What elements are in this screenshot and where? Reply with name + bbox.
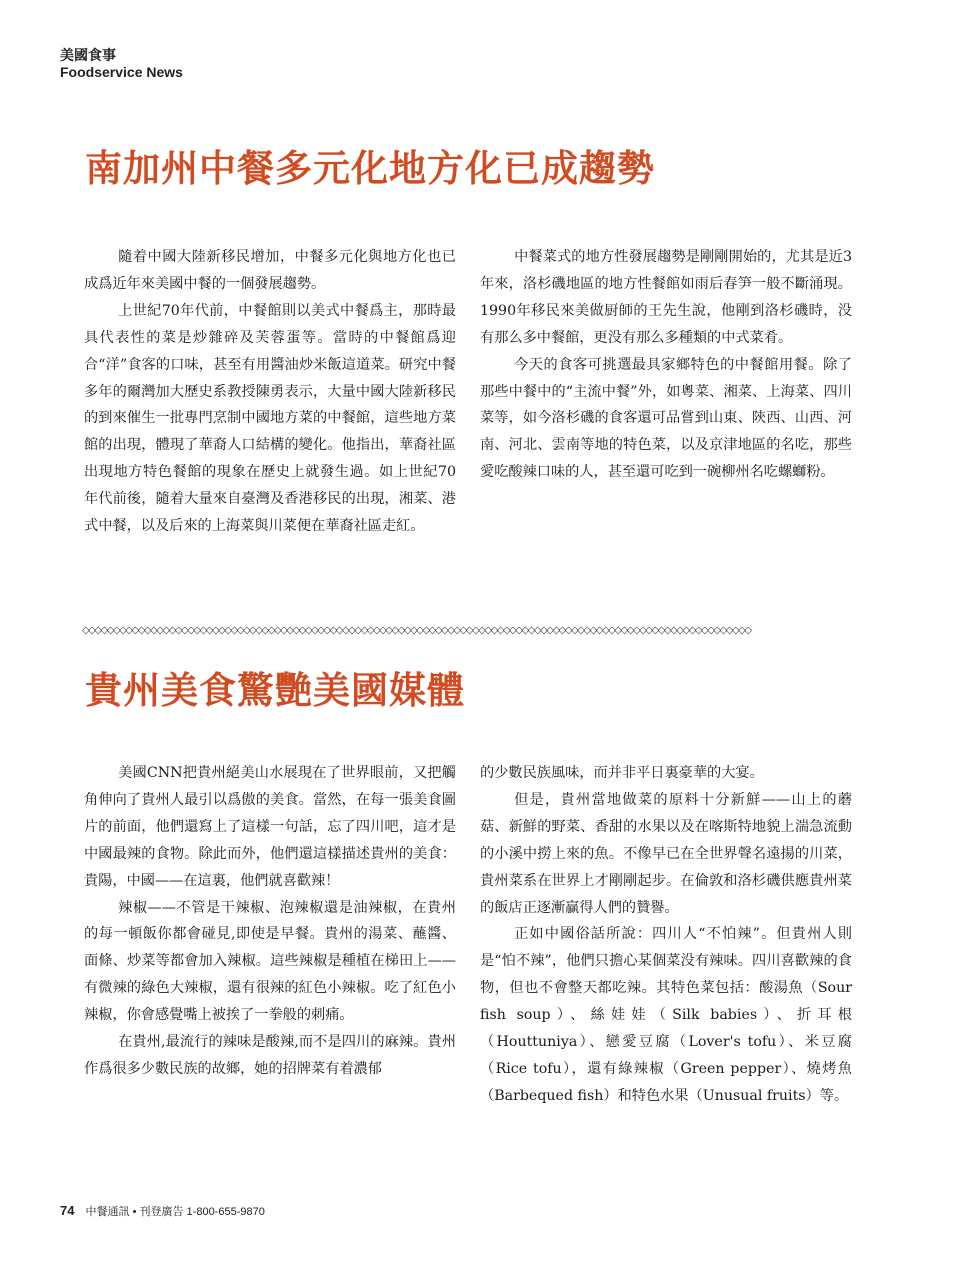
paragraph: 上世紀70年代前，中餐館則以美式中餐爲主，那時最具代表性的菜是炒雜碎及芙蓉蛋等。當時的中餐館爲迎合“洋”食客的口味，甚至有用醬油炒米飯這道菜。研究中餐多年的爾灣加大歷史系教授陳勇表示，大量中國大陸新移民的到來催生一批專門烹制中國地方菜的中餐館，這些地方菜館的出現，體現了華裔人口結構的變化。他指出，華裔社區出現地方特色餐館的現象在歷史上就發生過。如上世紀70年代前後，隨着大量來自臺灣及香港移民的出現，湘菜、港式中餐，以及后來的上海菜與川菜便在華裔社區走紅。 <box>84 302 456 535</box>
article1-right-column <box>480 244 852 486</box>
running-head <box>60 48 183 80</box>
article2-left-column <box>84 760 456 1083</box>
paragraph: 但是，貴州當地做菜的原料十分新鮮——山上的蘑菇、新鮮的野菜、香甜的水果以及在喀斯特地貌上湍急流動的小溪中撈上來的魚。不像早已在全世界聲名遠揚的川菜，貴州菜系在世界上才剛剛起步。在倫敦和洛杉磯供應貴州菜的飯店正逐漸贏得人們的贊譽。 <box>480 791 852 916</box>
paragraph: 中餐菜式的地方性發展趨勢是剛剛開始的，尤其是近3年來，洛杉磯地區的地方性餐館如雨后春笋一般不斷涌現。1990年移民來美做厨師的王先生說，他剛到洛杉磯時，没有那么多中餐館，更没有那么多種類的中式菜肴。 <box>480 249 852 346</box>
page-footer <box>60 1203 265 1219</box>
paragraph: 在貴州,最流行的辣味是酸辣,而不是四川的麻辣。貴州作爲很多少數民族的故鄉，她的招牌菜有着濃郁 <box>84 1034 456 1077</box>
paragraph: 辣椒——不管是干辣椒、泡辣椒還是油辣椒，在貴州的每一頓飯你都會碰見,即使是早餐。貴州的湯菜、蘸醬、面條、炒菜等都會加入辣椒。這些辣椒是種植在梯田上——有微辣的綠色大辣椒，還有很辣的紅色小辣椒。吃了紅色小辣椒，你會感覺嘴上被挨了一拳般的刺痛。 <box>84 899 456 1024</box>
section-title-en: Foodservice News <box>60 64 183 80</box>
paragraph: 正如中國俗話所說：四川人“不怕辣”。但貴州人則是“怕不辣”，他們只擔心某個菜没有辣味。四川喜歡辣的食物，但也不會整天都吃辣。其特色菜包括：酸湯魚（Sour fish soup）、絲娃娃（Silk babies）、折耳根（Houttuniya）、戀愛豆腐（Lover's tofu）、米豆腐（Rice tofu），還有綠辣椒（Green pepper）、燒烤魚（Barbequed fish）和特色水果（Unusual fruits）等。 <box>480 926 852 1104</box>
paragraph: 美國CNN把貴州絕美山水展現在了世界眼前，又把觸角伸向了貴州人最引以爲傲的美食。當然，在每一張美食圖片的前面，他們還寫上了這樣一句話，忘了四川吧，這才是中國最辣的食物。除此而外，他們還這樣描述貴州的美食：貴陽，中國——在這裏，他們就喜歡辣！ <box>84 765 456 889</box>
paragraph-continuation: 的少數民族風味，而并非平日裏豪華的大宴。 <box>480 765 764 781</box>
page-number: 74 <box>60 1203 75 1218</box>
article2-right-column <box>480 760 852 1110</box>
article1-left-column <box>84 244 456 540</box>
paragraph: 隨着中國大陸新移民增加，中餐多元化與地方化也已成爲近年來美國中餐的一個發展趨勢。 <box>84 249 456 292</box>
article2-title: 貴州美食驚艷美國媒體 <box>85 668 465 712</box>
footer-ad-text: 中餐通訊 • 刊登廣告 1-800-655-9870 <box>85 1206 265 1218</box>
article1-title: 南加州中餐多元化地方化已成趨勢 <box>85 146 655 190</box>
diamond-divider: ◇◇◇◇◇◇◇◇◇◇◇◇◇◇◇◇◇◇◇◇◇◇◇◇◇◇◇◇◇◇◇◇◇◇◇◇◇◇◇◇◇◇◇◇◇◇◇◇◇◇◇◇◇◇◇◇◇◇◇◇◇◇◇◇◇◇◇◇◇◇◇◇◇◇◇◇◇◇◇◇◇◇◇◇◇◇◇◇◇◇◇◇◇◇◇◇◇◇◇◇◇◇◇◇◇◇◇◇ <box>82 625 751 636</box>
paragraph: 今天的食客可挑選最具家鄉特色的中餐館用餐。除了那些中餐中的“主流中餐”外，如粵菜、湘菜、上海菜、四川菜等，如今洛杉磯的食客還可品嘗到山東、陝西、山西、河南、河北、雲南等地的特色菜，以及京津地區的名吃，那些愛吃酸辣口味的人，甚至還可吃到一碗柳州名吃螺螄粉。 <box>480 356 852 481</box>
section-title-zh: 美國食事 <box>60 48 116 64</box>
